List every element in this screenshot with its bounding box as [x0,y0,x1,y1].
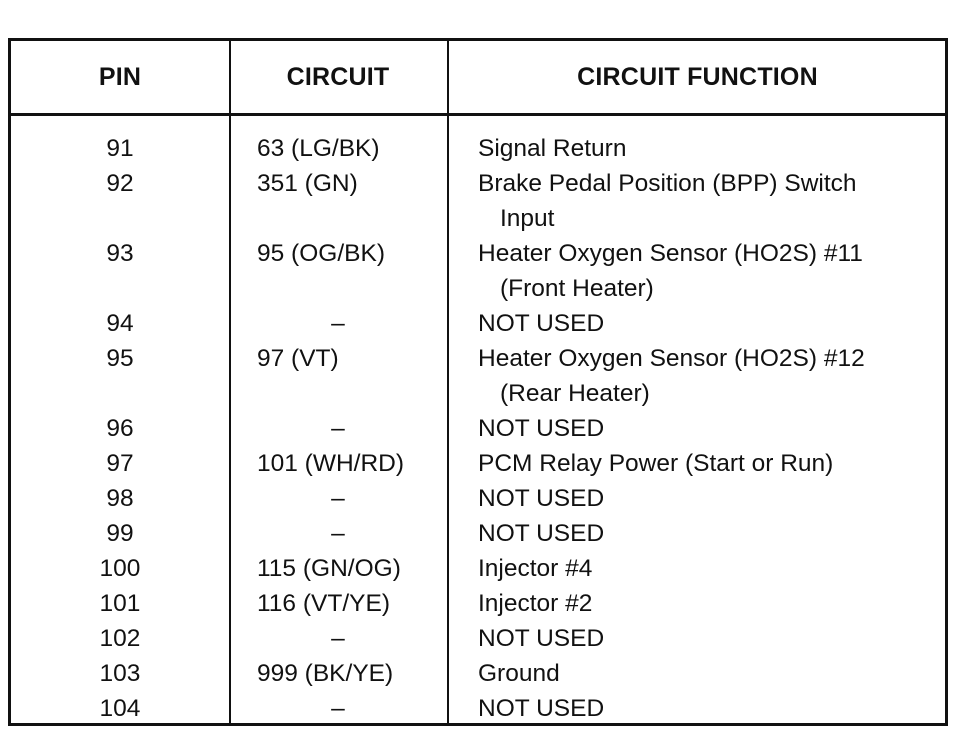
table-row [11,411,945,446]
function-cell [478,236,943,306]
header-circuit-function: CIRCUIT FUNCTION [577,63,818,91]
pin-cell: 103 [99,660,141,687]
function-cell [478,691,943,726]
pin-cell: 97 [106,450,134,477]
circuit-cell: 351 (GN) [257,170,358,197]
function-text: NOT USED [478,415,605,442]
circuit-cell: 101 (WH/RD) [257,450,405,477]
function-text-continuation: (Front Heater) [500,275,654,302]
function-text: Injector #4 [478,555,593,582]
function-cell [478,131,943,166]
pin-cell: 102 [99,625,141,652]
function-text: Signal Return [478,135,627,162]
header-circuit: CIRCUIT [286,63,390,91]
table-header [11,41,945,113]
circuit-cell: – [331,310,345,337]
table-row [11,516,945,551]
function-text: NOT USED [478,695,605,722]
table-body [11,131,945,726]
pin-cell: 104 [99,695,141,722]
function-cell [478,621,943,656]
pin-cell: 96 [106,415,134,442]
function-text: NOT USED [478,520,605,547]
circuit-cell: 116 (VT/YE) [257,590,390,617]
function-text: Heater Oxygen Sensor (HO2S) #12 [478,345,865,372]
function-text-continuation: (Rear Heater) [500,380,650,407]
circuit-cell: 97 (VT) [257,345,339,372]
function-text: PCM Relay Power (Start or Run) [478,450,834,477]
function-text: NOT USED [478,485,605,512]
pin-cell: 99 [106,520,134,547]
circuit-cell: 95 (OG/BK) [257,240,385,267]
table-row [11,131,945,166]
table-row [11,446,945,481]
table-row [11,551,945,586]
header-divider [11,113,945,116]
table-row [11,306,945,341]
circuit-cell: 115 (GN/OG) [257,555,401,582]
table-row [11,656,945,691]
function-text: NOT USED [478,310,605,337]
table-row [11,586,945,621]
table-row [11,166,945,236]
function-cell [478,166,943,236]
pin-cell: 101 [99,590,141,617]
function-text: NOT USED [478,625,605,652]
table-row [11,621,945,656]
pin-cell: 92 [106,170,134,197]
function-cell [478,481,943,516]
pin-cell: 91 [106,135,134,162]
pin-cell: 93 [106,240,134,267]
pin-cell: 94 [106,310,134,337]
table-row [11,236,945,306]
header-pin: PIN [98,63,142,91]
function-cell [478,551,943,586]
circuit-cell: – [331,625,345,652]
circuit-cell: – [331,485,345,512]
function-cell [478,341,943,411]
table-row [11,481,945,516]
table-row [11,691,945,726]
circuit-cell: – [331,520,345,547]
circuit-cell: 63 (LG/BK) [257,135,380,162]
function-cell [478,306,943,341]
function-text: Heater Oxygen Sensor (HO2S) #11 [478,240,863,267]
pin-table [8,38,948,726]
function-cell [478,446,943,481]
function-cell [478,411,943,446]
function-text-continuation: Input [500,205,555,232]
function-text: Injector #2 [478,590,593,617]
pin-cell: 100 [99,555,141,582]
table-row [11,341,945,411]
circuit-cell: – [331,415,345,442]
function-cell [478,586,943,621]
function-text: Brake Pedal Position (BPP) Switch [478,170,857,197]
circuit-cell: 999 (BK/YE) [257,660,394,687]
function-text: Ground [478,660,560,687]
circuit-cell: – [331,695,345,722]
pin-cell: 95 [106,345,134,372]
function-cell [478,656,943,691]
function-cell [478,516,943,551]
pin-cell: 98 [106,485,134,512]
